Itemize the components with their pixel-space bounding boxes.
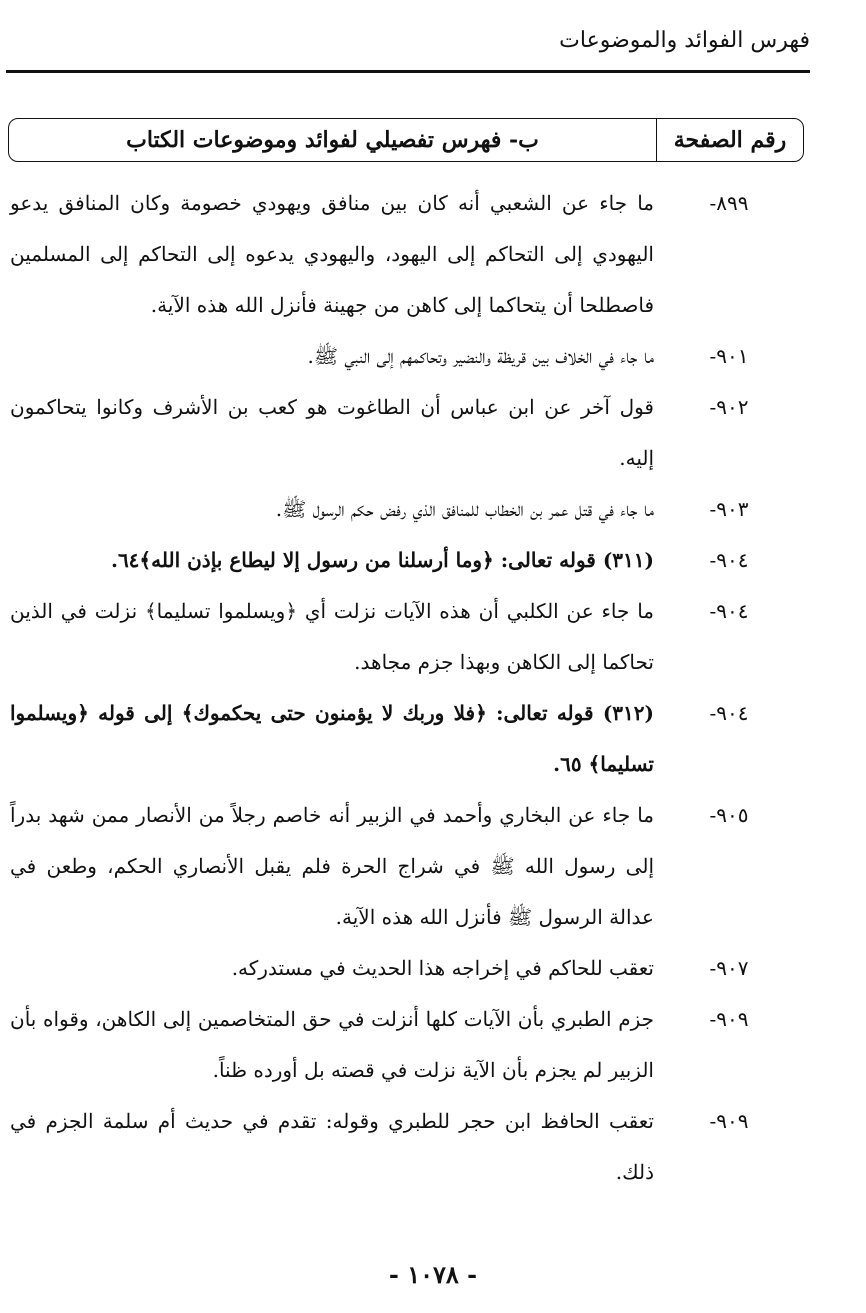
entry-row bbox=[8, 535, 804, 586]
entry-text: ما جاء في الخلاف بين قريظة والنضير وتحاكمهم إلى النبي ﷺ. bbox=[307, 344, 654, 368]
entry-row bbox=[8, 484, 804, 535]
entry-row bbox=[8, 1096, 804, 1198]
entry-row bbox=[8, 790, 804, 943]
entry-page-number: ٩٠٤- bbox=[709, 548, 749, 572]
entry-text: (٣١١) قوله تعالى: ﴿وما أرسلنا من رسول إلا ليطاع بإذن الله﴾٦٤. bbox=[110, 548, 654, 572]
entry-page-number: ٨٩٩- bbox=[709, 191, 749, 215]
entry-text: ما جاء عن البخاري وأحمد في الزبير أنه خاصم رجلاً من الأنصار ممن شهد بدراً إلى رسول الله ﷺ في شراج الحرة فلم يقبل الأنصاري الحكم، وطعن في عدالة الرسول ﷺ فأنزل الله هذه الآية. bbox=[10, 803, 654, 929]
entry-page-number: ٩٠٢- bbox=[709, 395, 749, 419]
entry-text: قول آخر عن ابن عباس أن الطاغوت هو كعب بن الأشرف وكانوا يتحاكمون إليه. bbox=[10, 395, 654, 470]
entry-row bbox=[8, 331, 804, 382]
table-header bbox=[8, 118, 804, 162]
entry-page-number: ٩٠٧- bbox=[709, 956, 749, 980]
entry-page-number: ٩٠١- bbox=[709, 344, 749, 368]
entry-page-number: ٩٠٩- bbox=[709, 1007, 749, 1031]
entry-row bbox=[8, 382, 804, 484]
entry-text: ما جاء عن الكلبي أن هذه الآيات نزلت أي ﴿ويسلموا تسليما﴾ نزلت في الذين تحاكما إلى الكاهن وبهذا جزم مجاهد. bbox=[10, 599, 654, 674]
title-column-header: ب- فهرس تفصيلي لفوائد وموضوعات الكتاب bbox=[126, 127, 539, 153]
entry-row bbox=[8, 688, 804, 790]
entry-row bbox=[8, 943, 804, 994]
entry-page-number: ٩٠٥- bbox=[709, 803, 749, 827]
header-rule bbox=[6, 70, 810, 73]
running-head: فهرس الفوائد والموضوعات bbox=[559, 28, 810, 53]
entry-text: (٣١٢) قوله تعالى: ﴿فلا وربك لا يؤمنون حتى يحكموك﴾ إلى قوله ﴿ويسلموا تسليما﴾ ٦٥. bbox=[10, 701, 654, 776]
entry-text: تعقب الحافظ ابن حجر للطبري وقوله: تقدم في حديث أم سلمة الجزم في ذلك. bbox=[10, 1109, 654, 1184]
entry-page-number: ٩٠٤- bbox=[709, 599, 749, 623]
entry-page-number: ٩٠٩- bbox=[709, 1109, 749, 1133]
entry-text: تعقب للحاكم في إخراجه هذا الحديث في مستدركه. bbox=[231, 956, 654, 980]
entry-page-number: ٩٠٣- bbox=[709, 497, 749, 521]
entry-row bbox=[8, 994, 804, 1096]
entries-list bbox=[8, 178, 804, 1198]
entry-text: ما جاء عن الشعبي أنه كان بين منافق ويهودي خصومة وكان المنافق يدعو اليهودي إلى التحاكم إلى اليهود، واليهودي يدعوه إلى التحاكم إلى المسلمين فاصطلحا أن يتحاكما إلى كاهن من جهينة فأنزل الله هذه الآية. bbox=[10, 191, 654, 317]
entry-text: جزم الطبري بأن الآيات كلها أنزلت في حق المتخاصمين إلى الكاهن، وقواه بأن الزبير لم يجزم بأن الآية نزلت في قصته بل أورده ظناً. bbox=[10, 1007, 654, 1082]
entry-row bbox=[8, 586, 804, 688]
entry-page-number: ٩٠٤- bbox=[709, 701, 749, 725]
entry-text: ما جاء في قتل عمر بن الخطاب للمنافق الذي رفض حكم الرسول ﷺ. bbox=[275, 497, 654, 521]
page-folio: - ١٠٧٨ - bbox=[388, 1260, 478, 1289]
page-column-header: رقم الصفحة bbox=[656, 119, 803, 161]
entry-row bbox=[8, 178, 804, 331]
